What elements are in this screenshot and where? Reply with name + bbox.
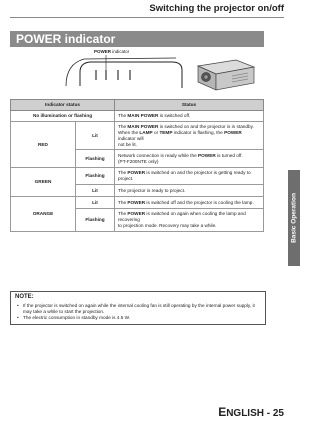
status-cell: The MAIN POWER is switched off.: [115, 111, 264, 122]
footer-rest: NGLISH - 25: [226, 408, 284, 419]
table-header-row: [11, 100, 264, 111]
header-indicator-status: Indicator status: [11, 100, 115, 111]
indicator-state-cell: Lit: [76, 197, 115, 209]
status-cell: Network connection is ready while the POWER is turned off. (PT-F200NTE only): [115, 150, 264, 168]
projector-body: [198, 60, 254, 90]
indicator-state-cell: Flashing: [76, 150, 115, 168]
table-row: [11, 168, 264, 185]
indicator-color-green: GREEN: [11, 168, 76, 197]
indicator-cell: No illumination or flashing: [11, 111, 115, 122]
header-status: Status: [115, 100, 264, 111]
indicator-state-cell: Lit: [76, 185, 115, 197]
figure-label-bold: POWER: [94, 49, 112, 54]
projector-figure: [10, 50, 264, 92]
header-rule: [10, 17, 284, 18]
status-cell: The MAIN POWER is switched on and the projector is in standby. When the LAMP or TEMP indicator is flashing, the POWER indicator will not be lit.: [115, 121, 264, 150]
status-cell: The POWER is switched on and the projector is getting ready to project.: [115, 168, 264, 185]
note-item: • If the projector is switched on again while the internal cooling fan is still operating by the internal power supply, it may take a while to start the projection.: [23, 303, 261, 315]
section-title: POWER indicator: [16, 32, 116, 46]
indicator-status-table: [10, 99, 264, 232]
figure-label-rest: indicator: [111, 49, 130, 54]
indicator-color-red: RED: [11, 121, 76, 168]
note-list: [15, 303, 261, 321]
note-box: [10, 291, 266, 325]
status-cell: The projector is ready to project.: [115, 185, 264, 197]
indicator-state-cell: Flashing: [76, 209, 115, 232]
footer-prefix: E: [218, 405, 227, 419]
projector-illustration: [10, 50, 264, 92]
figure-label: [94, 49, 129, 54]
table-row: [11, 197, 264, 209]
side-tab-label: Basic Operation: [290, 193, 298, 243]
indicator-state-cell: Flashing: [76, 168, 115, 185]
note-title: NOTE:: [15, 294, 34, 300]
note-item: • The electric consumption in standby mode is 4.5 W.: [23, 315, 261, 321]
page-footer: [218, 405, 284, 419]
page-header-title: Switching the projector on/off: [149, 3, 284, 14]
status-cell: The POWER is switched on again when cooling the lamp and recovering to projection mode. Recovery may take a while.: [115, 209, 264, 232]
table-row: [11, 111, 264, 122]
section-banner: [10, 31, 264, 47]
indicator-lamps: [96, 70, 130, 80]
table-row: [11, 121, 264, 150]
indicator-color-orange: ORANGE: [11, 197, 76, 232]
indicator-state-cell: Lit: [76, 121, 115, 150]
status-cell: The POWER is switched off and the projector is cooling the lamp.: [115, 197, 264, 209]
section-side-tab: [288, 170, 300, 266]
indicator-panel-zoom: [66, 58, 182, 88]
